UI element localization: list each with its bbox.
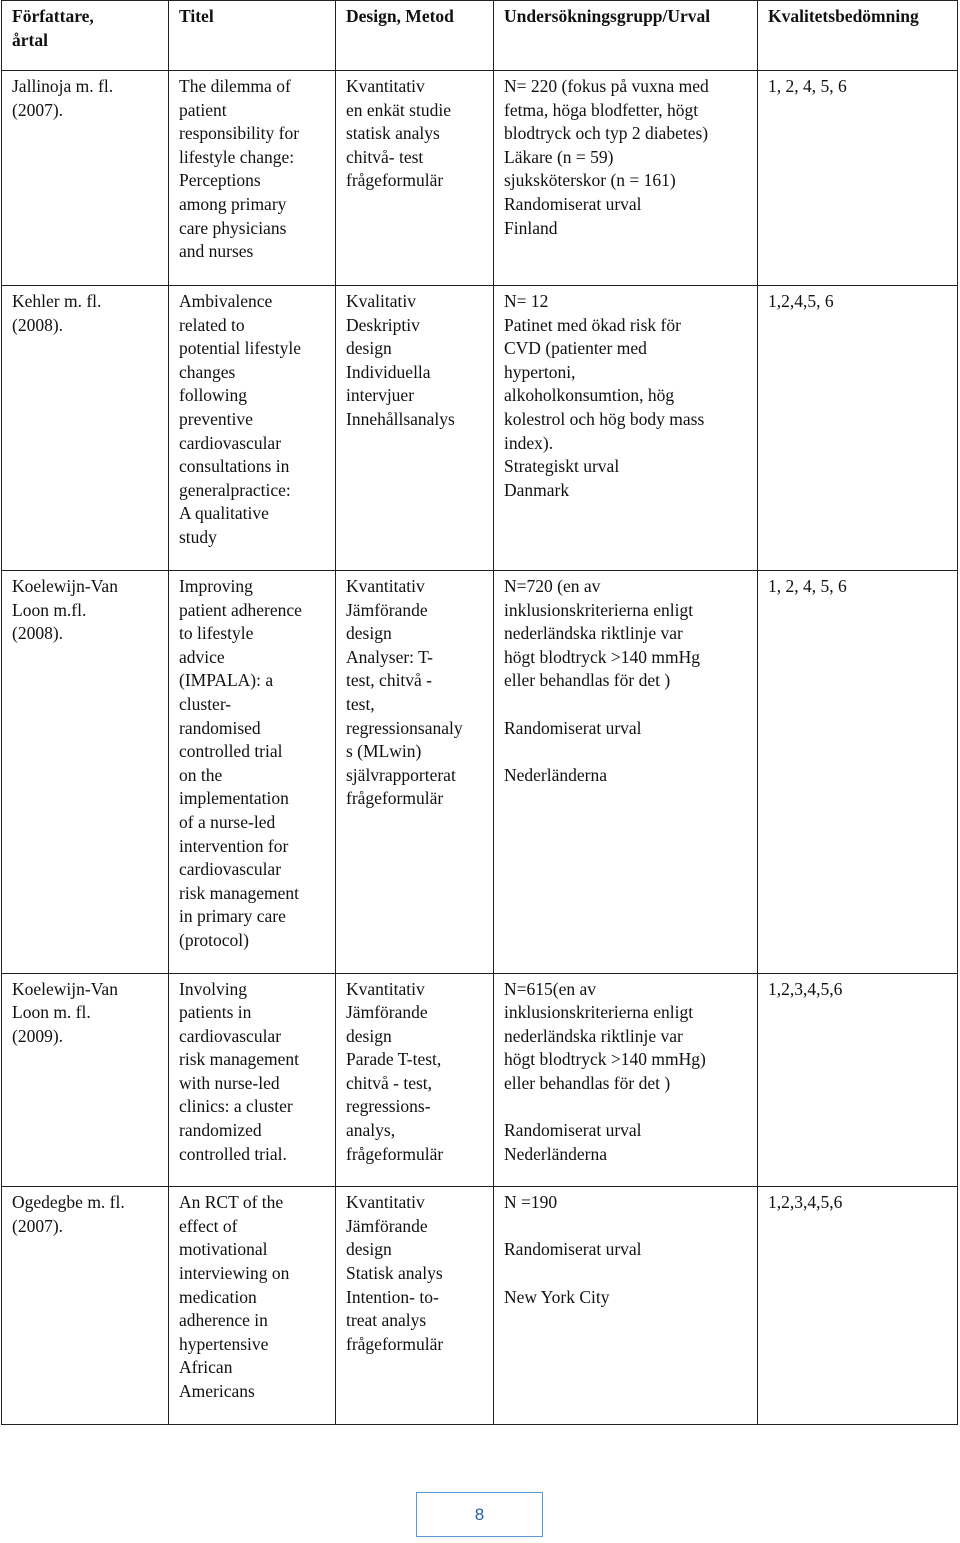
cell-line: test, (346, 693, 375, 714)
cell-line: design (346, 338, 392, 359)
cell-line: fetma, höga blodfetter, högt (504, 99, 699, 120)
cell-quality-rating (758, 71, 958, 286)
cell-line: Ogedegbe m. fl. (12, 1192, 125, 1213)
cell-line: chitvå - test, (346, 1072, 433, 1093)
cell-line: patient adherence (179, 599, 302, 620)
cell-line: (2007). (12, 1215, 64, 1236)
cell-line: Randomiserat urval (504, 1239, 642, 1260)
cell-line: N= 220 (fokus på vuxna med (504, 76, 709, 96)
table-row (2, 286, 958, 571)
cell-line: Jämförande (346, 599, 428, 620)
cell-line: självrapporterat (346, 764, 456, 785)
cell-line: hypertoni, (504, 361, 576, 382)
cell-line: (2008). (12, 314, 64, 335)
cell-line: Improving (179, 576, 253, 596)
cell-line: care physicians (179, 217, 287, 238)
cell-line: Perceptions (179, 170, 261, 191)
cell-line: Patinet med ökad risk för (504, 314, 681, 335)
cell-design-method (336, 71, 494, 286)
cell-line: frågeformulär (346, 1333, 444, 1354)
cell-line: Jämförande (346, 1002, 428, 1023)
cell-author-year (2, 286, 169, 571)
literature-review-table (1, 0, 958, 1425)
cell-line: cardiovascular (179, 859, 282, 880)
cell-design-method (336, 1187, 494, 1425)
cell-line: inklusionskriterierna enligt (504, 599, 694, 620)
cell-line: Jämförande (346, 1215, 428, 1236)
cell-line: Statisk analys (346, 1263, 443, 1284)
header-study-group (494, 1, 758, 71)
cell-line: effect of (179, 1215, 238, 1236)
cell-author-year (2, 71, 169, 286)
cell-line: Americans (179, 1381, 255, 1401)
cell-line: chitvå- test (346, 146, 424, 167)
cell-line: randomized (179, 1120, 262, 1141)
cell-line: 1,2,3,4,5,6 (768, 978, 843, 999)
cell-study-group (494, 571, 758, 974)
cell-line: N=720 (en av (504, 576, 601, 596)
cell-line: blodtryck och typ 2 diabetes) (504, 123, 709, 144)
cell-line: Loon m.fl. (12, 599, 87, 620)
cell-line: årtal (12, 29, 48, 50)
cell-line: consultations in (179, 456, 290, 477)
cell-line: controlled trial. (179, 1143, 287, 1164)
cell-line: Titel (179, 6, 214, 26)
cell-line (504, 693, 749, 717)
cell-line: randomised (179, 717, 261, 738)
cell-line: Deskriptiv (346, 314, 420, 335)
cell-quality-rating (758, 286, 958, 571)
table-row (2, 973, 958, 1187)
cell-line (504, 740, 749, 764)
cell-line: risk management (179, 882, 300, 903)
cell-line: nederländska riktlinje var (504, 623, 683, 644)
cell-line: Koelewijn-Van (12, 978, 118, 999)
cell-line: N= 12 (504, 291, 549, 311)
cell-line: clinics: a cluster (179, 1096, 293, 1117)
cell-line: test, chitvå - (346, 670, 433, 691)
cell-line: Koelewijn-Van (12, 576, 118, 596)
cell-line: African (179, 1357, 233, 1378)
cell-study-group (494, 286, 758, 571)
cell-line: högt blodtryck >140 mmHg) (504, 1049, 706, 1070)
cell-line: among primary (179, 193, 287, 214)
cell-line: Läkare (n = 59) (504, 146, 614, 167)
cell-quality-rating (758, 571, 958, 974)
cell-line: (protocol) (179, 929, 249, 950)
table-row (2, 571, 958, 974)
cell-line (504, 1262, 749, 1286)
cell-line: treat analys (346, 1310, 427, 1331)
cell-line: implementation (179, 788, 289, 809)
cell-line: Kehler m. fl. (12, 291, 102, 311)
table-row (2, 1187, 958, 1425)
cell-line: and nurses (179, 241, 254, 262)
cell-author-year (2, 973, 169, 1187)
cell-line: s (MLwin) (346, 741, 422, 762)
cell-line: in primary care (179, 906, 286, 927)
cell-line: 1,2,4,5, 6 (768, 291, 834, 311)
cell-study-group (494, 973, 758, 1187)
cell-line: Jallinoja m. fl. (12, 76, 114, 96)
cell-line: inklusionskriterierna enligt (504, 1002, 694, 1023)
cell-line: potential lifestyle (179, 338, 301, 359)
cell-line: Kvantitativ (346, 1192, 425, 1213)
cell-line: to lifestyle (179, 623, 254, 644)
cell-line: with nurse-led (179, 1072, 280, 1093)
cell-line: An RCT of the (179, 1192, 284, 1213)
cell-line: of a nurse-led (179, 811, 276, 832)
cell-line: controlled trial (179, 741, 283, 762)
cell-line: Strategiskt urval (504, 456, 620, 477)
cell-title (169, 571, 336, 974)
cell-line: Kvantitativ (346, 576, 425, 596)
cell-line: adherence in (179, 1310, 268, 1331)
cell-line: motivational (179, 1239, 268, 1260)
cell-line: Nederländerna (504, 764, 607, 785)
cell-line: alkoholkonsumtion, hög (504, 385, 675, 406)
cell-line: A qualitative (179, 503, 269, 524)
cell-design-method (336, 973, 494, 1187)
cell-line: (2008). (12, 623, 64, 644)
header-design-method (336, 1, 494, 71)
cell-line: Finland (504, 217, 558, 238)
cell-title (169, 71, 336, 286)
table-header-row (2, 1, 958, 71)
header-title (169, 1, 336, 71)
table-row (2, 71, 958, 286)
cell-line: Kvalitetsbedömning (768, 6, 919, 26)
cell-title (169, 1187, 336, 1425)
cell-line: Innehållsanalys (346, 408, 455, 429)
cell-line: Parade T-test, (346, 1049, 442, 1070)
cell-line: design (346, 1025, 392, 1046)
cell-design-method (336, 286, 494, 571)
cell-author-year (2, 571, 169, 974)
cell-line: study (179, 526, 217, 547)
cell-line: Loon m. fl. (12, 1002, 91, 1023)
cell-line: patients in (179, 1002, 252, 1023)
cell-title (169, 286, 336, 571)
cell-author-year (2, 1187, 169, 1425)
cell-line: cluster- (179, 693, 232, 714)
cell-study-group (494, 1187, 758, 1425)
cell-line: sjuksköterskor (n = 161) (504, 170, 676, 191)
cell-line: (2009). (12, 1025, 64, 1046)
cell-line: design (346, 623, 392, 644)
header-author-year (2, 1, 169, 71)
cell-line: interviewing on (179, 1263, 290, 1284)
cell-line: 1, 2, 4, 5, 6 (768, 76, 847, 96)
cell-line (504, 1095, 749, 1119)
cell-line: 1, 2, 4, 5, 6 (768, 576, 847, 596)
cell-line: regressions- (346, 1096, 431, 1117)
cell-line: risk management (179, 1049, 300, 1070)
cell-line: Intention- to- (346, 1286, 439, 1307)
cell-line: (IMPALA): a (179, 670, 274, 691)
cell-study-group (494, 71, 758, 286)
cell-line: on the (179, 764, 223, 785)
cell-line: en enkät studie (346, 99, 451, 120)
cell-line: Författare, (12, 6, 94, 26)
cell-line: Involving (179, 978, 248, 999)
cell-line: frågeformulär (346, 788, 444, 809)
cell-line: medication (179, 1286, 257, 1307)
cell-line: Randomiserat urval (504, 1120, 642, 1141)
cell-line: preventive (179, 408, 253, 429)
cell-line: eller behandlas för det ) (504, 1072, 671, 1093)
cell-line: N=615(en av (504, 978, 596, 999)
cell-title (169, 973, 336, 1187)
cell-line: Kvalitativ (346, 291, 416, 311)
page-number: 8 (474, 1504, 485, 1524)
cell-line (504, 1215, 749, 1239)
cell-line: intervention for (179, 835, 289, 856)
cell-line: statisk analys (346, 123, 440, 144)
cell-line: eller behandlas för det ) (504, 670, 671, 691)
cell-line: generalpractice: (179, 479, 291, 500)
cell-line: Randomiserat urval (504, 193, 642, 214)
cell-line: cardiovascular (179, 432, 282, 453)
cell-line: design (346, 1239, 392, 1260)
cell-line: regressionsanaly (346, 717, 463, 738)
cell-line: Kvantitativ (346, 76, 425, 96)
cell-line: Undersökningsgrupp/Urval (504, 6, 711, 26)
cell-line: Design, Metod (346, 6, 454, 26)
cell-line: N =190 (504, 1192, 558, 1213)
cell-line: 1,2,3,4,5,6 (768, 1192, 843, 1213)
cell-line: Danmark (504, 479, 570, 500)
cell-line: responsibility for (179, 123, 300, 144)
cell-line: Nederländerna (504, 1143, 607, 1164)
cell-design-method (336, 571, 494, 974)
cell-line: The dilemma of (179, 76, 291, 96)
cell-line: kolestrol och hög body mass (504, 408, 705, 429)
header-quality-rating (758, 1, 958, 71)
cell-line: related to (179, 314, 245, 335)
cell-line: cardiovascular (179, 1025, 282, 1046)
cell-line: following (179, 385, 248, 406)
cell-line: Analyser: T- (346, 646, 434, 667)
cell-line: Kvantitativ (346, 978, 425, 999)
cell-line: Randomiserat urval (504, 717, 642, 738)
cell-line: index). (504, 432, 554, 453)
cell-line: högt blodtryck >140 mmHg (504, 646, 701, 667)
cell-line: frågeformulär (346, 1143, 444, 1164)
cell-line: intervjuer (346, 385, 415, 406)
cell-line: hypertensive (179, 1333, 269, 1354)
cell-line: (2007). (12, 99, 64, 120)
cell-line: frågeformulär (346, 170, 444, 191)
cell-line: lifestyle change: (179, 146, 295, 167)
cell-line: analys, (346, 1120, 396, 1141)
cell-line: Ambivalence (179, 291, 273, 311)
cell-line: Individuella (346, 361, 431, 382)
cell-quality-rating (758, 973, 958, 1187)
cell-line: advice (179, 646, 225, 667)
cell-quality-rating (758, 1187, 958, 1425)
cell-line: New York City (504, 1286, 610, 1307)
cell-line: nederländska riktlinje var (504, 1025, 683, 1046)
cell-line: CVD (patienter med (504, 338, 647, 359)
cell-line: changes (179, 361, 236, 382)
cell-line: patient (179, 99, 227, 120)
page-number-box (416, 1492, 543, 1537)
